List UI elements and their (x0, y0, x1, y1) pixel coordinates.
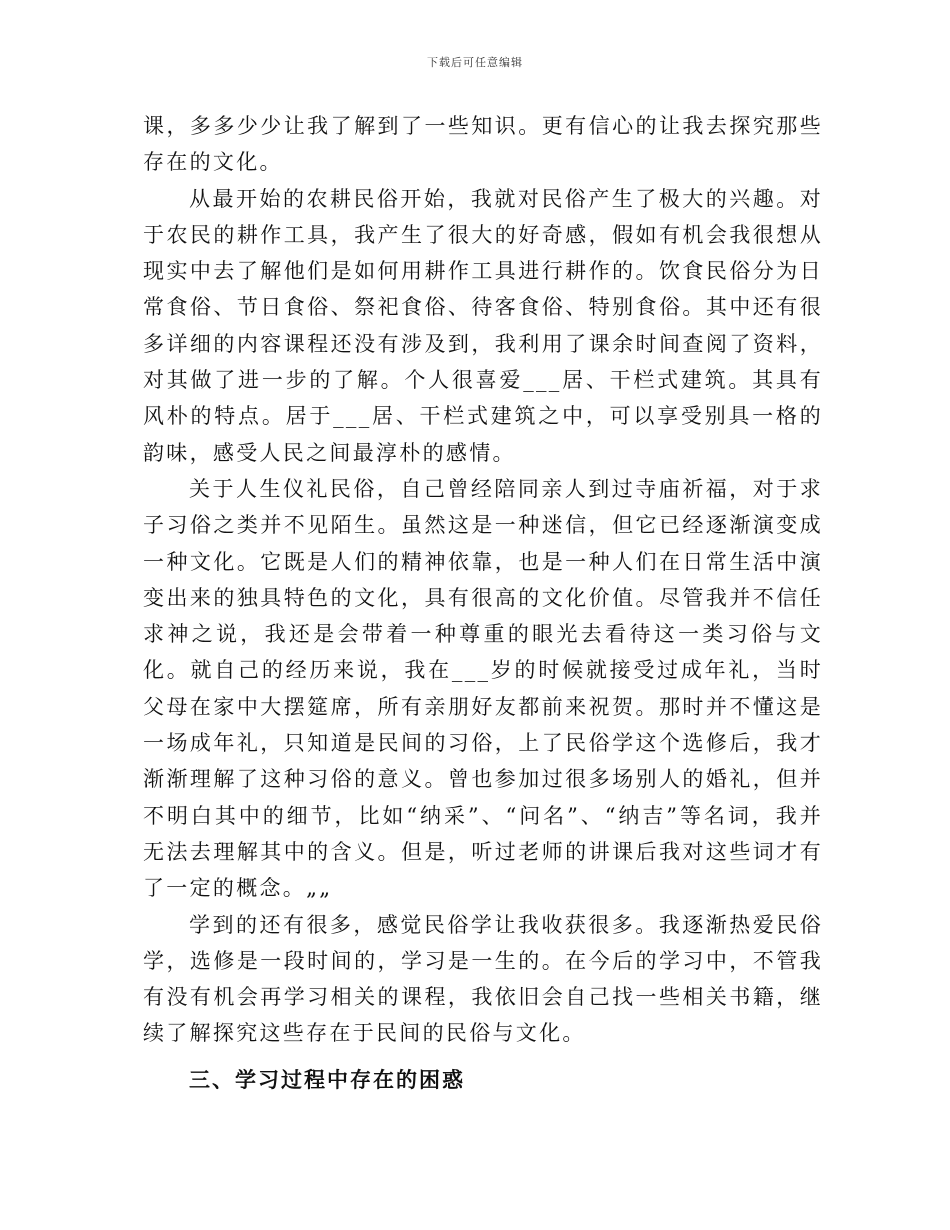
paragraph-farming-customs: 从最开始的农耕民俗开始，我就对民俗产生了极大的兴趣。对于农民的耕作工具，我产生了很大的好奇感，假如有机会我很想从现实中去了解他们是如何用耕作工具进行耕作的。饮食民俗分为日常食俗、节日食俗、祭祀食俗、待客食俗、特别食俗。其中还有很多详细的内容课程还没有涉及到，我利用了课余时间查阅了资料，对其做了进一步的了解。个人很喜爱___居、干栏式建筑。其具有风朴的特点。居于___居、干栏式建筑之中，可以享受别具一格的韵味，感受人民之间最淳朴的感情。 (143, 186, 823, 465)
section-heading: 三、学习过程中存在的困惑 (189, 1067, 465, 1092)
page-header: 下载后可任意编辑 (427, 56, 523, 69)
paragraph-life-rituals: 关于人生仪礼民俗，自己曾经陪同亲人到过寺庙祈福，对于求子习俗之类并不见陌生。虽然这是一种迷信，但它已经逐渐演变成一种文化。它既是人们的精神依靠，也是一种人们在日常生活中演变出来的独具特色的文化，具有很高的文化价值。尽管我并不信任求神之说，我还是会带着一种尊重的眼光去看待这一类习俗与文化。就自己的经历来说，我在___岁的时候就接受过成年礼，当时父母在家中大摆筵席，所有亲朋好友都前来祝贺。那时并不懂这是一场成年礼，只知道是民间的习俗，上了民俗学这个选修后，我才渐渐理解了这种习俗的意义。曾也参加过很多场别人的婚礼，但并不明白其中的细节，比如“纳采”、“问名”、“纳吉”等名词，我并无法去理解其中的含义。但是，听过老师的讲课后我对这些词才有了一定的概念。„„ (143, 476, 823, 901)
paragraph-continuation: 课，多多少少让我了解到了一些知识。更有信心的让我去探究那些存在的文化。 (143, 114, 823, 175)
paragraph-learning-reflection: 学到的还有很多，感觉民俗学让我收获很多。我逐渐热爱民俗学，选修是一段时间的，学习是一生的。在今后的学习中，不管我有没有机会再学习相关的课程，我依旧会自己找一些相关书籍，继续了解探究这些存在于民间的民俗与文化。 (143, 912, 823, 1046)
document-body (143, 108, 823, 1098)
